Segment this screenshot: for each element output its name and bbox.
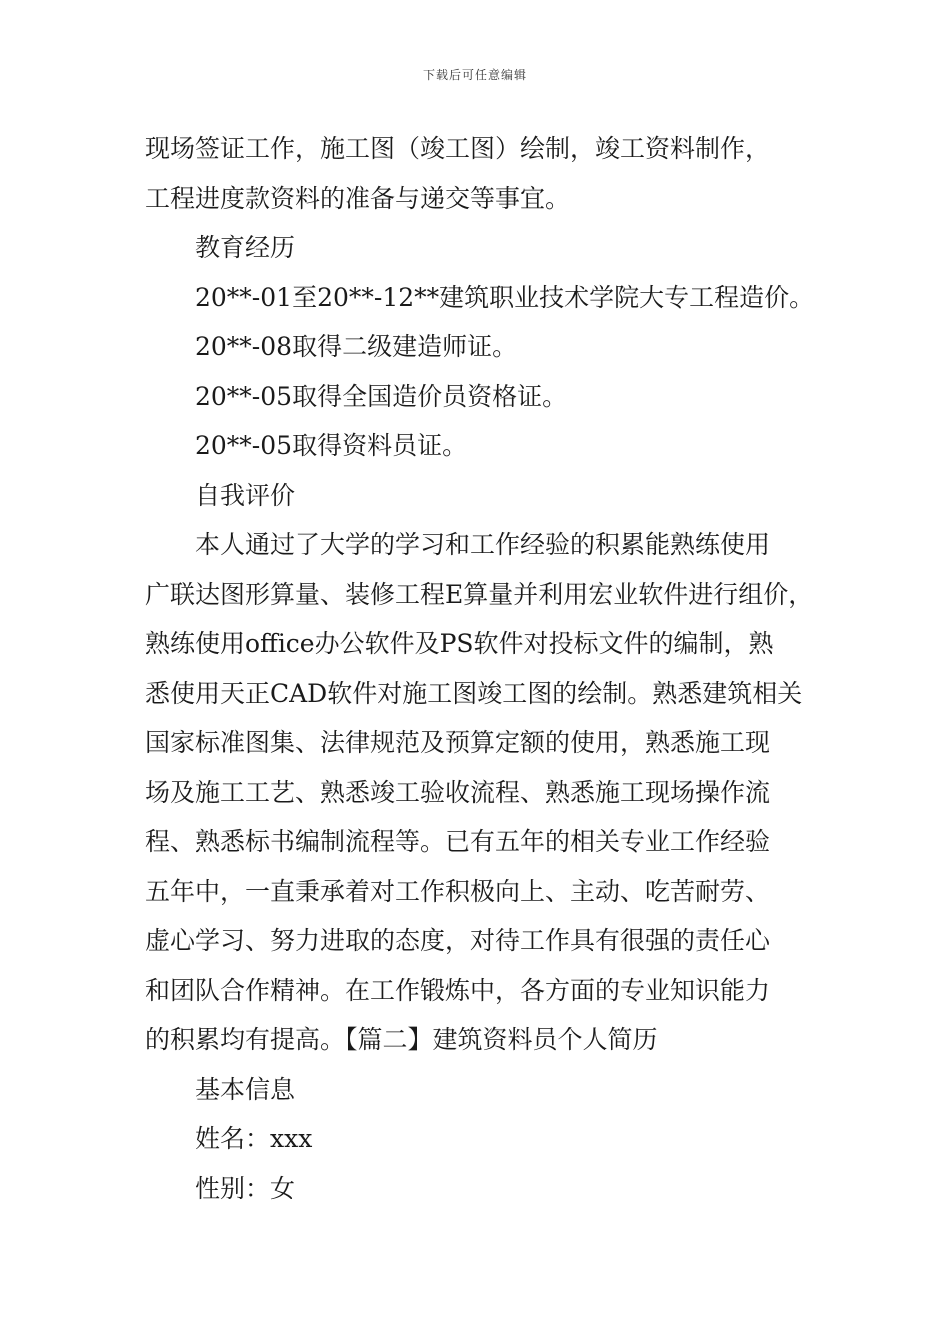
page-header: 下载后可任意编辑 [422, 68, 527, 82]
section-heading-education: 教育经历 [195, 233, 296, 262]
text-line: 熟练使用office办公软件及PS软件对投标文件的编制，熟 [145, 629, 774, 658]
text-line: 场及施工工艺、熟悉竣工验收流程、熟悉施工现场操作流 [145, 777, 771, 807]
text-line: 20**-05取得资料员证。 [195, 431, 468, 460]
document-body [145, 124, 845, 1213]
text-line: 广联达图形算量、装修工程E算量并利用宏业软件进行组价， [145, 579, 814, 609]
text-line: 悉使用天正CAD软件对施工图竣工图的绘制。熟悉建筑相关 [145, 678, 803, 708]
text-line: 工程进度款资料的准备与递交等事宜。 [145, 183, 571, 213]
text-line: 虚心学习、努力进取的态度，对待工作具有很强的责任心 [145, 926, 771, 955]
section-heading-basic-info: 基本信息 [195, 1074, 296, 1104]
text-line: 程、熟悉标书编制流程等。已有五年的相关专业工作经验 [145, 827, 771, 856]
text-line: 国家标准图集、法律规范及预算定额的使用，熟悉施工现 [145, 728, 771, 757]
text-line: 和团队合作精神。在工作锻炼中，各方面的专业知识能力 [145, 975, 771, 1005]
text-line: 本人通过了大学的学习和工作经验的积累能熟练使用 [195, 530, 771, 559]
text-line: 20**-05取得全国造价员资格证。 [195, 381, 568, 411]
text-line: 五年中，一直秉承着对工作积极向上、主动、吃苦耐劳、 [145, 876, 771, 906]
section-heading-self-evaluation: 自我评价 [195, 480, 296, 510]
text-line: 的积累均有提高。【篇二】建筑资料员个人简历 [145, 1025, 658, 1054]
text-line: 性别：女 [195, 1173, 296, 1203]
text-line: 20**-01至20**-12**建筑职业技术学院大专工程造价。 [195, 282, 815, 312]
text-line: 现场签证工作，施工图（竣工图）绘制，竣工资料制作， [145, 134, 771, 163]
text-line: 姓名：xxx [195, 1124, 313, 1153]
text-line: 20**-08取得二级建造师证。 [195, 332, 518, 361]
